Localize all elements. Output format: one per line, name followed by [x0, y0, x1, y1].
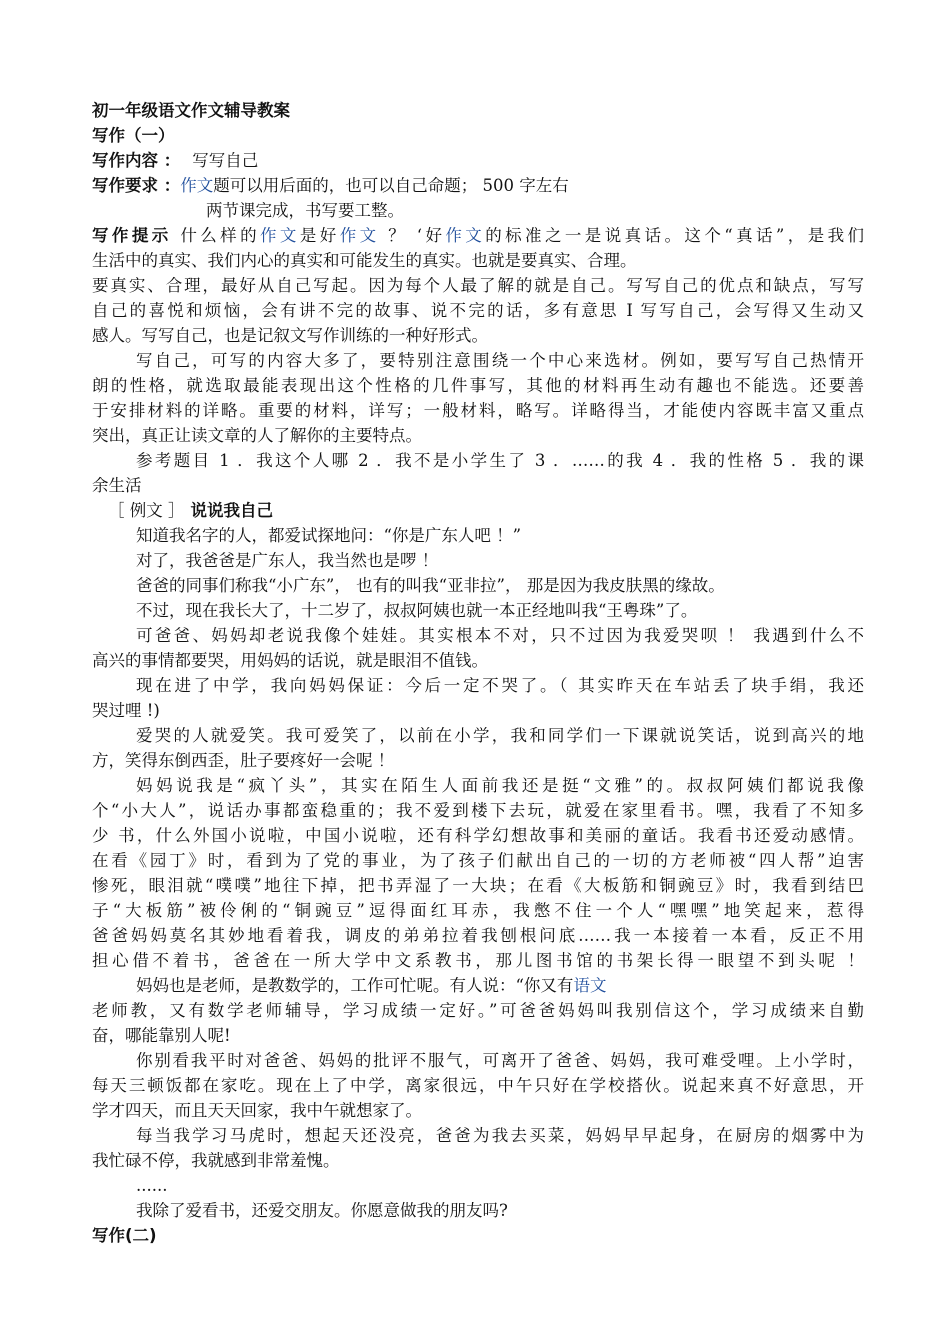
- requirement-label: 写作要求 ：: [92, 176, 181, 195]
- essay-line: 爸爸妈妈莫名其妙地看着我，调皮的弟弟拉着我刨根问底……我一本接着一本看，反正不用: [92, 926, 864, 945]
- body-line: 朗的性格，就选取最能表现出这个性格的几件事写，其他的材料再生动有趣也不能选。还要善: [92, 376, 864, 395]
- body-line: 写自己，可写的内容大多了，要特别注意围绕一个中心来选材。例如，要写写自己热情开: [136, 351, 864, 370]
- reference-topics: 参考题目 1 ．我这个人哪 2 ．我不是小学生了 3 ．……的我 4 ．我的性格 5 ．我的课: [136, 451, 864, 470]
- hint-row: [92, 223, 864, 248]
- requirement-text: 题可以用后面的，也可以自己命题； 500 字左右: [213, 176, 569, 195]
- essay-line: 妈妈说我是“疯丫头”，其实在陌生人面前我还是挺“文雅”的。叔叔阿姨们都说我像: [136, 776, 864, 795]
- essay-line: 担心借不着书，爸爸在一所大学中文系教书，那儿图书馆的书架长得一眼望不到头呢 ！: [92, 951, 864, 970]
- example-heading: [92, 498, 864, 523]
- essay-line: 子“大板筋”被伶俐的“铜豌豆”逗得面红耳赤，我憋不住一个人“嘿嘿”地笑起来，惹得: [92, 901, 864, 920]
- essay-line: 每天三顿饭都在家吃。现在上了中学，离家很远，中午只好在学校搭伙。说起来真不好意思，开: [92, 1076, 864, 1095]
- essay-line: 老师教，又有数学老师辅导，学习成绩一定好。”可爸爸妈妈叫我别信这个，学习成绩来自勤: [92, 1001, 864, 1020]
- essay-line: 我除了爱看书，还爱交朋友。你愿意做我的朋友吗?: [136, 1201, 508, 1220]
- content-row: [92, 148, 864, 173]
- essay-link[interactable]: 语文: [573, 976, 607, 995]
- essay-line: 对了，我爸爸是广东人，我当然也是啰 ！: [136, 551, 439, 570]
- body-line: 生活中的真实、我们内心的真实和可能发生的真实。也就是要真实、合理。: [92, 251, 637, 270]
- essay-line: 方，笑得东倒西歪，肚子要疼好一会呢 ！: [92, 751, 395, 770]
- requirement-row: [92, 173, 864, 198]
- essay-line: 可爸爸、妈妈却老说我像个娃娃。其实根本不对，只不过因为我爱哭呗 ！ 我遇到什么不: [136, 626, 864, 645]
- example-bracket: ［ 例文 ］: [108, 501, 185, 520]
- hint-link[interactable]: 作文: [260, 226, 300, 245]
- document-page: [92, 98, 864, 1248]
- essay-line: 我忙碌不停，我就感到非常羞愧。: [92, 1151, 340, 1170]
- essay-line: 个“小大人”，说话办事都蛮稳重的；我不爱到楼下去玩，就爱在家里看书。嘿，我看了不知多: [92, 801, 864, 820]
- essay-line: 现在进了中学，我向妈妈保证：今后一定不哭了。（ 其实昨天在车站丢了块手绢，我还: [136, 676, 864, 695]
- essay-line: 少 书，什么外国小说啦，中国小说啦，还有科学幻想故事和美丽的童话。我看书还爱动感情。: [92, 826, 864, 845]
- essay-line: 知道我名字的人，都爱试探地问：“你是广东人吧 ！”: [136, 526, 522, 545]
- essay-text: 妈妈也是老师，是教数学的，工作可忙呢。有人说：“你又有: [136, 976, 574, 995]
- body-line: 要真实、合理，最好从自己写起。因为每个人最了解的就是自己。写写自己的优点和缺点，写写: [92, 276, 864, 295]
- hint-text: 是好: [299, 226, 340, 245]
- essay-line: 哭过哩 !): [92, 701, 160, 720]
- document-title: 初一年级语文作文辅导教案: [92, 101, 290, 120]
- content-label: 写作内容 ：: [92, 151, 181, 170]
- section-heading-2: 写作(二): [92, 1226, 157, 1245]
- essay-line: 你别看我平时对爸爸、妈妈的批评不服气，可离开了爸爸、妈妈，我可难受哩。上小学时，: [136, 1051, 864, 1070]
- hint-text: 什么样的: [171, 226, 261, 245]
- section-heading-1: 写作（一）: [92, 126, 175, 145]
- essay-line: 在看《园丁》时，看到为了党的事业，为了孩子们献出自己的一切的方老师被“四人帮”迫害: [92, 851, 864, 870]
- essay-line: 不过，现在我长大了，十二岁了，叔叔阿姨也就一本正经地叫我“王粤珠”了。: [136, 601, 698, 620]
- hint-link[interactable]: 作文: [339, 226, 380, 245]
- example-title: 说说我自己: [190, 501, 273, 520]
- hint-text: ？ ‘好: [379, 226, 446, 245]
- essay-line: 奋，哪能靠别人呢!: [92, 1026, 231, 1045]
- hint-link[interactable]: 作文: [445, 226, 486, 245]
- essay-line: [92, 973, 864, 998]
- hint-text: 的标准之一是说真话。这个“真话”，是我们: [485, 226, 865, 245]
- body-line: 突出，真正让读文章的人了解你的主要特点。: [92, 426, 422, 445]
- ellipsis-line: ......: [136, 1176, 168, 1195]
- hint-label: 写作提示: [92, 226, 172, 245]
- essay-line: 每当我学习马虎时，想起天还没亮，爸爸为我去买菜，妈妈早早起身，在厨房的烟雾中为: [136, 1126, 864, 1145]
- body-line: 于安排材料的详略。重要的材料，详写；一般材料，略写。详略得当，才能使内容既丰富又重点: [92, 401, 864, 420]
- requirement-line-2: 两节课完成，书写要工整。: [206, 201, 404, 220]
- requirement-link[interactable]: 作文: [180, 176, 214, 195]
- essay-line: 爸爸的同事们称我“小广东”， 也有的叫我“亚非拉”， 那是因为我皮肤黑的缘故。: [136, 576, 725, 595]
- essay-line: 学才四天，而且天天回家，我中午就想家了。: [92, 1101, 422, 1120]
- body-line: 余生活: [92, 476, 142, 495]
- body-line: 自己的喜悦和烦恼，会有讲不完的故事、说不完的话，多有意思 I 写写自己，会写得又生动又: [92, 301, 864, 320]
- content-value: 写写自己: [192, 151, 259, 170]
- body-line: 感人。写写自己，也是记叙文写作训练的一种好形式。: [92, 326, 488, 345]
- essay-line: 高兴的事情都要哭，用妈妈的话说，就是眼泪不值钱。: [92, 651, 488, 670]
- essay-line: 爱哭的人就爱笑。我可爱笑了，以前在小学，我和同学们一下课就说笑话，说到高兴的地: [136, 726, 864, 745]
- essay-line: 惨死，眼泪就“噗噗”地往下掉，把书弄湿了一大块；在看《大板筋和铜豌豆》时，我看到结巴: [92, 876, 864, 895]
